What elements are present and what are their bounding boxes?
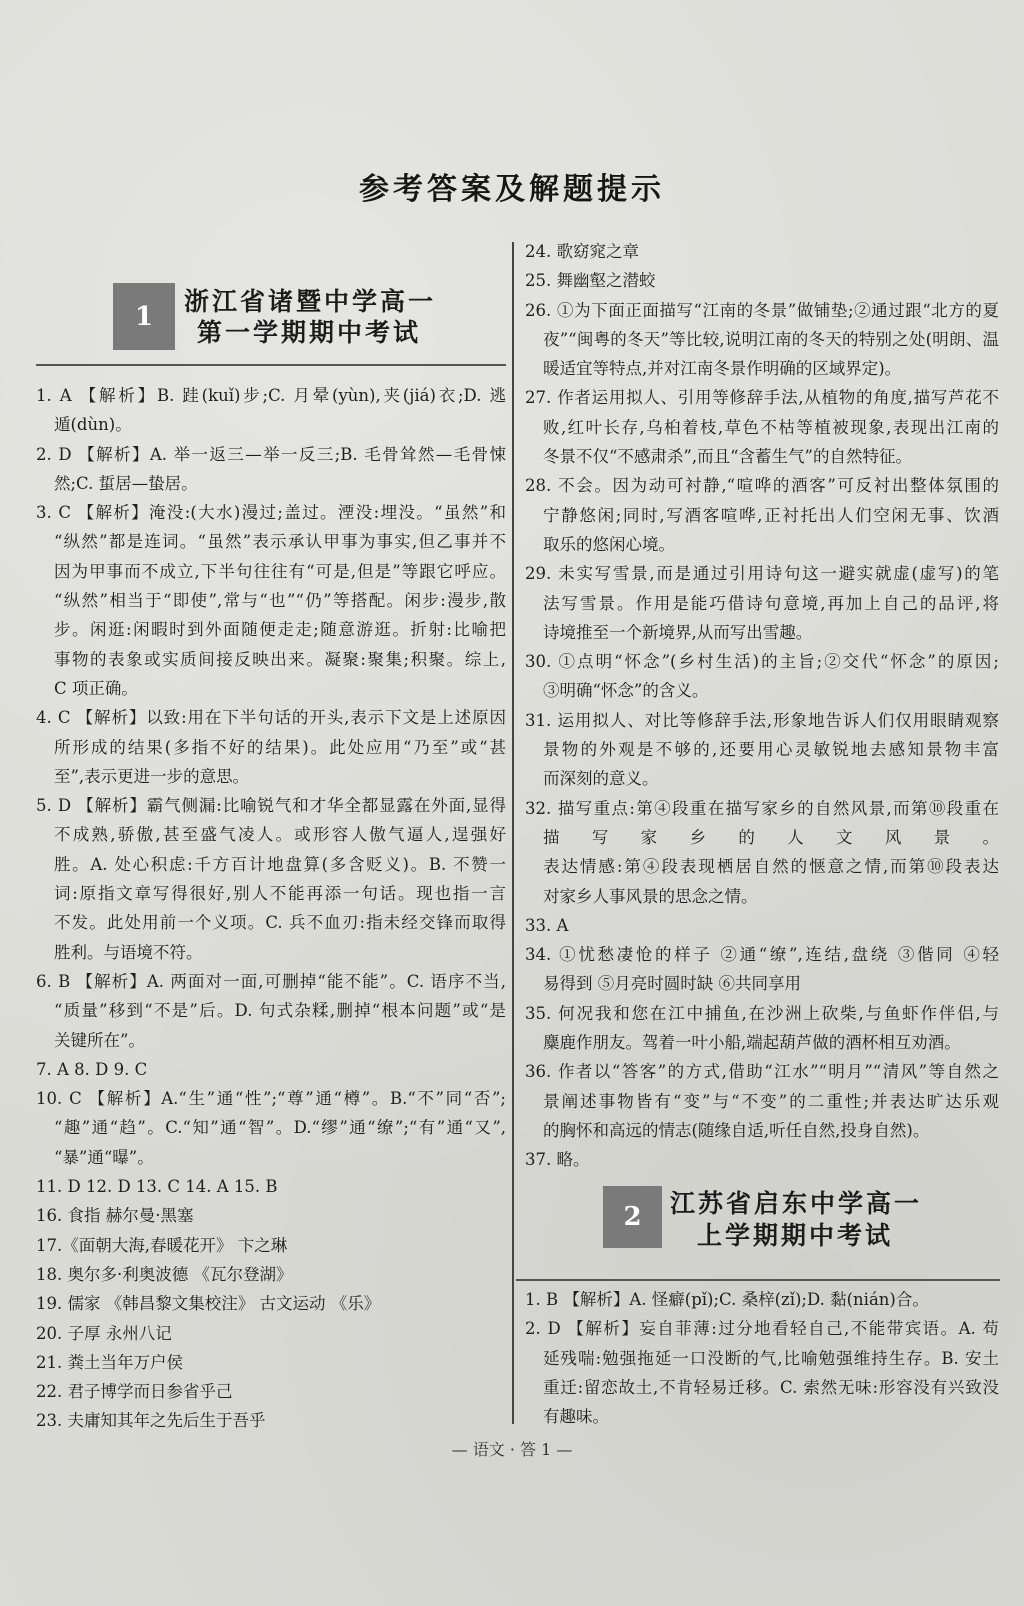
answer-item: [525, 1285, 999, 1314]
answer-line: 事物的表象或实质间接反映出来。凝聚:聚集;积聚。综上,: [54, 649, 506, 669]
answer-line: “暴”通“曝”。: [54, 1147, 154, 1167]
page-footer: — 语文 · 答 1 —: [451, 1440, 573, 1459]
answer-line: 29. 未实写雪景,而是通过引用诗句这一避实就虚(虚写)的笔: [525, 564, 999, 584]
answer-line: 诗境推至一个新境界,从而写出雪趣。: [543, 622, 813, 642]
answer-line: “纵然”相当于“即使”,常与“也”“仍”等搭配。闲步:漫步,散: [54, 591, 506, 611]
answer-item: [525, 266, 999, 295]
answer-line: 11. D 12. D 13. C 14. A 15. B: [36, 1177, 278, 1197]
left-column: [36, 381, 506, 1436]
answer-line: 至”,表示更进一步的意思。: [54, 766, 250, 786]
answer-line: “纵然”都是连词。“虽然”表示承认甲事为事实,但乙事并不: [54, 532, 506, 552]
answer-item: [525, 1145, 999, 1174]
answer-line: 3. C 【解析】淹没:(大水)漫过;盖过。湮没:埋没。“虽然”和: [36, 503, 506, 523]
answer-line: 26. ①为下面正面描写“江南的冬景”做铺垫;②通过跟“北方的夏: [525, 300, 999, 320]
answer-item: [525, 647, 999, 706]
answer-line: 27. 作者运用拟人、引用等修辞手法,从植物的角度,描写芦花不: [525, 388, 999, 408]
answer-item: [525, 794, 999, 911]
answer-line: 18. 奥尔多·利奥波德 《瓦尔登湖》: [36, 1264, 293, 1284]
answer-line: 的胸怀和高远的情志(随缘自适,听任自然,投身自然)。: [543, 1120, 930, 1140]
answer-item: [525, 296, 999, 384]
section-divider: [36, 364, 506, 366]
answer-line: 36. 作者以“答客”的方式,借助“江水”“明月”“清风”等自然之: [525, 1062, 999, 1082]
answer-line: 不成熟,骄傲,甚至盛气凌人。或形容人傲气逼人,逞强好: [54, 825, 506, 845]
section-title-line: 上学期期中考试: [697, 1221, 894, 1250]
answer-item: [36, 1406, 506, 1435]
answer-line: “质量”移到“不是”后。D. 句式杂糅,删掉“根本问题”或“是: [54, 1001, 506, 1021]
section-title-line: 第一学期期中考试: [197, 318, 422, 347]
answer-item: [36, 791, 506, 967]
section-title-line: 江苏省启东中学高一: [670, 1189, 923, 1218]
answer-line: “趣”通“趋”。C.“知”通“智”。D.“缪”通“缭”;“有”通“又”,: [54, 1118, 506, 1138]
answer-item: [36, 1201, 506, 1230]
answer-item: [525, 471, 999, 559]
answer-line: 33. A: [525, 915, 569, 935]
answer-line: 易得到 ⑤月亮时圆时缺 ⑥共同享用: [543, 974, 801, 994]
answer-line: 16. 食指 赫尔曼·黑塞: [36, 1206, 194, 1226]
answer-line: 所形成的结果(多指不好的结果)。此处应用“乃至”或“甚: [54, 737, 506, 757]
answer-line: 暖适宜等特点,并对江南冬景作明确的区域界定)。: [543, 359, 902, 379]
answer-line: 然;C. 蜇居—蛰居。: [54, 473, 198, 493]
answer-line: 描写家乡的人文风景。: [543, 827, 999, 847]
answer-line: 1. A 【解析】B. 跬(kuǐ)步;C. 月晕(yùn),夹(jiá)衣;D. 逃: [36, 386, 506, 405]
answer-item: [36, 1319, 506, 1348]
answer-line: 30. ①点明“怀念”(乡村生活)的主旨;②交代“怀念”的原因;: [525, 652, 999, 672]
answer-item: [36, 498, 506, 703]
answer-line: 24. 歌窈窕之章: [525, 242, 639, 261]
answer-line: 22. 君子博学而日参省乎己: [36, 1382, 233, 1402]
answer-item: [36, 1260, 506, 1289]
answer-item: [525, 706, 999, 794]
answer-item: [36, 1289, 506, 1318]
column-divider: [512, 242, 514, 1424]
page-title: 参考答案及解题提示: [359, 172, 665, 207]
answer-line: 胜。A. 处心积虑:千方百计地盘算(多含贬义)。B. 不赞一: [54, 854, 506, 874]
answer-line: 景阐述事物皆有“变”与“不变”的二重性;并表达旷达乐观: [543, 1091, 999, 1111]
answer-line: 步。闲逛:闲暇时到外面随便走走;随意游逛。折射:比喻把: [54, 620, 506, 640]
answer-line: ③明确“怀念”的含义。: [543, 681, 709, 701]
answer-line: 宁静悠闲;同时,写酒客喧哗,正衬托出人们空闲无事、饮酒: [543, 505, 999, 525]
answer-line: 32. 描写重点:第④段重在描写家乡的自然风景,而第⑩段重在: [525, 798, 999, 818]
answer-line: 1. B 【解析】A. 怪癖(pǐ);C. 桑梓(zǐ);D. 黏(nián)合。: [525, 1290, 929, 1309]
answer-line: 取乐的悠闲心境。: [543, 534, 675, 554]
answer-line: 21. 粪土当年万户侯: [36, 1352, 183, 1372]
answer-item: [36, 440, 506, 499]
answer-line: 2. D 【解析】妄自菲薄:过分地看轻自己,不能带宾语。A. 苟: [525, 1319, 999, 1339]
answer-line: 6. B 【解析】A. 两面对一面,可删掉“能不能”。C. 语序不当,: [36, 971, 506, 991]
answer-line: 冬景不仅“不感肃杀”,而且“含蓄生气”的自然特征。: [543, 447, 912, 467]
answer-line: 夜”“闽粤的冬天”等比较,说明江南的冬天的特别之处(明朗、温: [543, 329, 999, 349]
answer-line: 败,红叶长存,乌桕着枝,草色不枯等植被现象,表现出江南的: [543, 417, 999, 437]
answer-line: 35. 何况我和您在江中捕鱼,在沙洲上砍柴,与鱼虾作伴侣,与: [525, 1003, 999, 1023]
answer-line: 34. ①忧愁凄怆的样子 ②通“缭”,连结,盘绕 ③偕同 ④轻: [525, 945, 999, 965]
answer-line: 延残喘:勉强拖延一口没断的气,比喻勉强维持生存。B. 安土: [543, 1348, 999, 1368]
answer-line: 重迁:留恋故土,不肯轻易迁移。C. 索然无味:形容没有兴致没: [543, 1377, 999, 1397]
answer-line: 7. A 8. D 9. C: [36, 1059, 148, 1079]
answer-item: [36, 1084, 506, 1172]
answer-line: 4. C 【解析】以致:用在下半句话的开头,表示下文是上述原因: [36, 708, 506, 728]
answer-line: 而深刻的意义。: [543, 769, 659, 789]
answer-line: 20. 子厚 永州八记: [36, 1323, 172, 1343]
answer-item: [36, 967, 506, 1055]
answer-item: [36, 1172, 506, 1201]
answer-item: [36, 1231, 506, 1260]
answer-item: [36, 1055, 506, 1084]
answer-line: 不发。此处用前一个义项。C. 兵不血刃:指未经交锋而取得: [54, 913, 506, 933]
answer-line: 10. C 【解析】A.“生”通“性”;“尊”通“樽”。B.“不”同“否”;: [36, 1089, 506, 1109]
answer-item: [36, 1377, 506, 1406]
answer-line: 景物的外观是不够的,还要用心灵敏锐地去感知景物丰富: [543, 740, 999, 760]
answer-line: 28. 不会。因为动可衬静,“喧哗的酒客”可反衬出整体氛围的: [525, 476, 999, 496]
answer-line: 有趣味。: [543, 1407, 609, 1427]
answer-line: 表达情感:第④段表现栖居自然的惬意之情,而第⑩段表达: [543, 857, 999, 877]
answer-item: [525, 940, 999, 999]
answer-line: 23. 夫庸知其年之先后生于吾乎: [36, 1411, 266, 1431]
answer-line: 法写雪景。作用是能巧借诗句意境,再加上自己的品评,将: [543, 593, 999, 613]
answer-item: [525, 383, 999, 471]
section-divider: [516, 1279, 1000, 1281]
answer-line: 2. D 【解析】A. 举一返三—举一反三;B. 毛骨耸然—毛骨悚: [36, 444, 506, 464]
answer-line: 25. 舞幽壑之潜蛟: [525, 271, 656, 291]
section-number-badge: 1: [113, 283, 175, 350]
answer-item: [36, 381, 506, 440]
answer-item: [525, 559, 999, 647]
answer-line: C 项正确。: [54, 678, 138, 698]
answer-line: 胜利。与语境不符。: [54, 942, 203, 962]
answer-item: [525, 1057, 999, 1145]
answer-line: 对家乡人事风景的思念之情。: [543, 886, 758, 906]
answer-line: 遁(dùn)。: [54, 415, 132, 435]
right-column: [525, 237, 999, 1175]
answer-line: 关键所在”。: [54, 1030, 145, 1050]
answer-item: [525, 999, 999, 1058]
answer-item: [525, 911, 999, 940]
section-title-line: 浙江省诸暨中学高一: [184, 287, 437, 316]
answer-line: 17.《面朝大海,春暖花开》 卞之琳: [36, 1235, 288, 1255]
answer-item: [36, 1348, 506, 1377]
right-column-section-2: [525, 1285, 999, 1431]
answer-line: 5. D 【解析】霸气侧漏:比喻锐气和才华全都显露在外面,显得: [36, 796, 506, 816]
section-number-badge: 2: [603, 1186, 662, 1248]
answer-item: [525, 237, 999, 266]
answer-item: [525, 1314, 999, 1431]
answer-line: 词:原指文章写得很好,别人不能再添一句话。现也指一言: [54, 884, 506, 904]
answer-line: 麋鹿作朋友。驾着一叶小船,端起葫芦做的酒杯相互劝酒。: [543, 1033, 961, 1053]
answer-item: [36, 703, 506, 791]
answer-line: 19. 儒家 《韩昌黎文集校注》 古文运动 《乐》: [36, 1294, 381, 1314]
answer-line: 37. 略。: [525, 1150, 590, 1170]
answer-line: 因为甲事而不成立,下半句往往有“可是,但是”等跟它呼应。: [54, 561, 506, 581]
answer-line: 31. 运用拟人、对比等修辞手法,形象地告诉人们仅用眼睛观察: [525, 710, 999, 730]
